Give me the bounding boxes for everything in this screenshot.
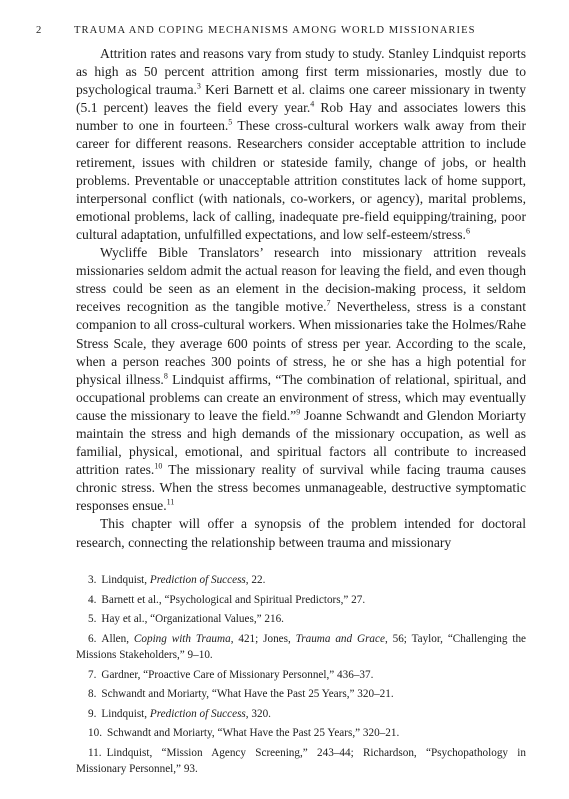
- footnote-ref-5[interactable]: 5: [228, 117, 233, 127]
- footnote-ref-4[interactable]: 4: [310, 99, 315, 109]
- footnote-3: [76, 572, 526, 588]
- footnote-6: [76, 631, 526, 664]
- footnote-10: [76, 725, 526, 741]
- footnote-text: Hay et al., “Organizational Values,” 216.: [101, 613, 284, 626]
- running-title: TRAUMA AND COPING MECHANISMS AMONG WORLD MISSIONARIES: [74, 25, 476, 36]
- footnote-text: Barnett et al., “Psychological and Spiritual Predictors,” 27.: [101, 593, 366, 606]
- paragraph-2: [76, 244, 526, 515]
- footnote-8: [76, 686, 526, 702]
- footnote-ref-8[interactable]: 8: [163, 371, 168, 381]
- footnote-ref-9[interactable]: 9: [296, 407, 301, 417]
- paragraph-2-text-c: Lindquist affirms, “The combination of relational, spiritual, and occupational problems can create an environment of stress, which may eventually cause the missionary to leave the field.”: [76, 371, 526, 423]
- footnote-5: [76, 611, 526, 627]
- footnote-number: 6.: [88, 632, 97, 645]
- paragraph-2-text-e: The missionary reality of survival while facing trauma causes chronic stress. When the stress becomes unmanageable, destructive symptomatic responses ensue.: [76, 462, 526, 514]
- footnote-number: 9.: [88, 707, 97, 720]
- footnote-text: Lindquist,: [101, 707, 150, 720]
- footnote-ref-10[interactable]: 10: [154, 461, 163, 471]
- footnote-text-end: , 320.: [245, 707, 271, 720]
- footnote-text-end: , 22.: [245, 574, 266, 586]
- footnote-text: Schwandt and Moriarty, “What Have the Past 25 Years,” 320–21.: [101, 688, 394, 701]
- paragraph-2-text-d: Joanne Schwandt and Glendon Moriarty maintain the stress and high demands of the missionary occupation, as well as familial, physical, emotional, and spiritual factors all contribute to increased attrition rates.: [76, 407, 526, 478]
- paragraph-2-text-b: Nevertheless, stress is a constant companion to all cross-cultural workers. When missionaries take the Holmes/Rahe Stress Scale, they average 600 points of stress per year. According to the scale, when a person reaches 300 points of stress, he or she has a high potential for physical illness.: [76, 299, 526, 387]
- paragraph-2-text-a: Wycliffe Bible Translators’ research into missionary attrition reveals missionaries seldom admit the actual reason for leaving the field, and even though stress could be seen as an element in the decision-making process, it seldom receives recognition as the tangible motive.: [76, 245, 526, 315]
- paragraph-1-text-d: These cross-cultural workers walk away from their career for different reasons. Researchers consider acceptable attrition to include retirement, issues with children or stateside family, change of jobs, or health problems. Preventable or unacceptable attrition constitutes lack of home support, interpersonal conflict (with nationals, co-workers, or agency), marital problems, emotional problems, lack of calling, inadequate pre-field equipping/training, poor cultural adaptation, unfulfilled expectations, and low self-esteem/stress.: [76, 118, 526, 242]
- paragraph-3: [76, 515, 526, 551]
- footnote-ref-3[interactable]: 3: [196, 81, 201, 91]
- footnote-title: Coping with Trauma: [133, 632, 231, 645]
- footnote-ref-11[interactable]: 11: [166, 497, 175, 507]
- footnote-11: [76, 745, 526, 778]
- footnote-number: 7.: [88, 668, 97, 681]
- paragraph-3-text: This chapter will offer a synopsis of the problem intended for doctoral research, connecting the relationship between trauma and missionary: [76, 516, 526, 550]
- footnote-number: 10.: [88, 727, 102, 740]
- footnote-ref-7[interactable]: 7: [326, 298, 331, 308]
- footnote-4: [76, 592, 526, 608]
- footnote-7: [76, 667, 526, 683]
- footnote-text: Allen,: [101, 632, 134, 645]
- footnote-title: Prediction of Success: [149, 707, 246, 720]
- paragraph-1: [76, 45, 526, 244]
- body-text: [76, 45, 526, 552]
- footnote-9: [76, 706, 526, 722]
- footnote-text-mid: , 421; Jones,: [230, 632, 296, 645]
- footnote-number: 5.: [88, 613, 97, 626]
- footnote-text: Lindquist, “Mission Agency Screening,” 243–44; Richardson, “Psychopathology in Missionary Personnel,” 93.: [76, 747, 526, 776]
- footnote-number: 3.: [88, 574, 97, 586]
- footnote-text: Schwandt and Moriarty, “What Have the Past 25 Years,” 320–21.: [106, 727, 400, 740]
- footnote-number: 8.: [88, 688, 97, 701]
- footnote-title-2: Trauma and Grace: [295, 632, 385, 645]
- paragraph-1-text-b: Keri Barnett et al. claims one career missionary in twenty (5.1 percent) leaves the field every year.: [76, 82, 526, 116]
- footnote-number: 4.: [88, 593, 97, 606]
- footnote-text-end: , 56; Taylor, “Challenging the Missions Stakeholders,” 9–10.: [76, 632, 527, 662]
- page-number: 2: [36, 25, 43, 36]
- paragraph-1-text-a: Attrition rates and reasons vary from study to study. Stanley Lindquist reports as high as 50 percent attrition among first term missionaries, mostly due to psychological trauma.: [76, 46, 526, 98]
- footnote-text: Gardner, “Proactive Care of Missionary Personnel,” 436–37.: [101, 668, 374, 681]
- running-head: [36, 25, 526, 36]
- footnote-ref-6[interactable]: 6: [465, 226, 470, 236]
- footnotes: [76, 572, 526, 781]
- footnote-title: Prediction of Success: [149, 574, 246, 586]
- footnote-number: 11.: [88, 747, 102, 760]
- footnote-text: Lindquist,: [101, 574, 150, 586]
- paragraph-1-text-c: Rob Hay and associates lowers this number to one in fourteen.: [76, 100, 526, 134]
